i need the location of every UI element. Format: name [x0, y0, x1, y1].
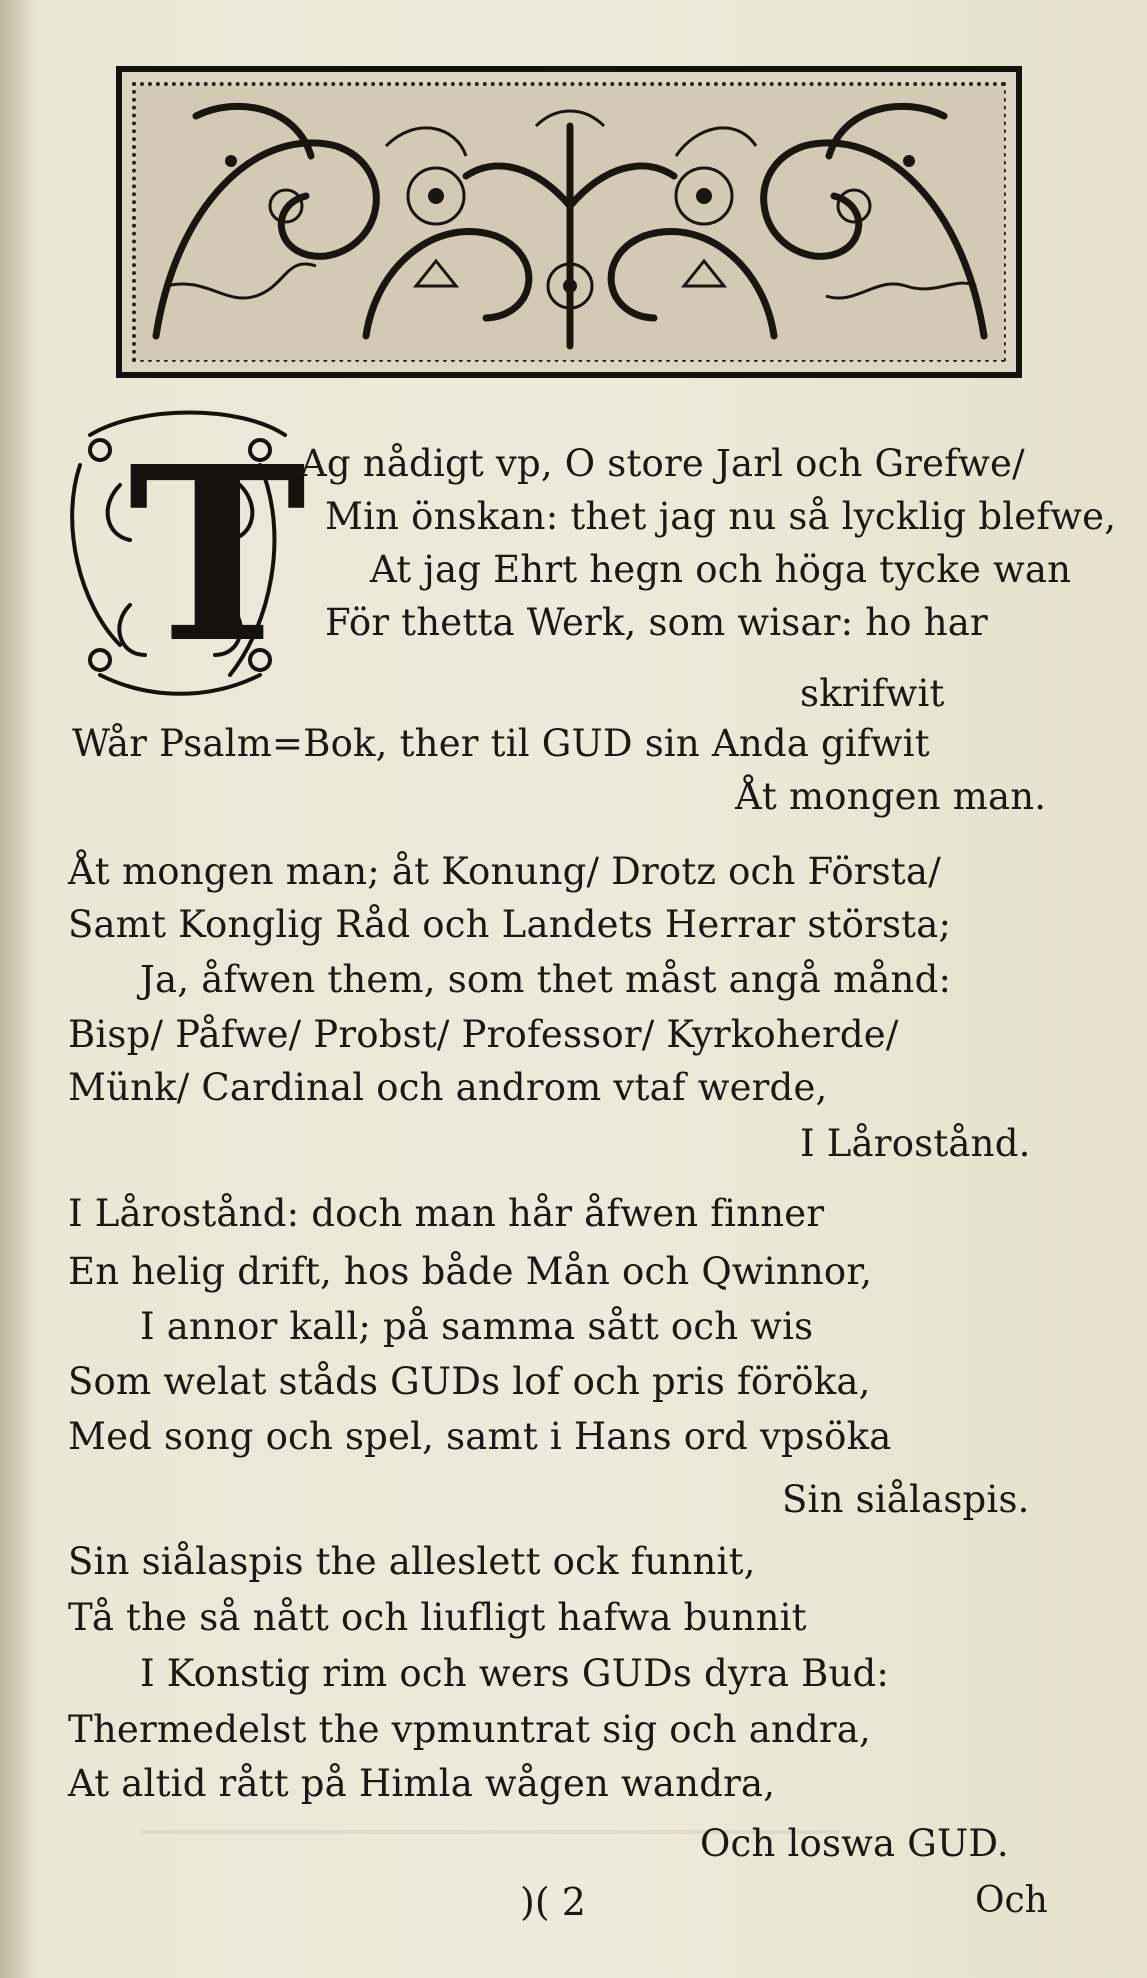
- poem-line: En helig drift, hos både Mån och Qwinnor,: [68, 1250, 873, 1293]
- decorated-initial: [60, 405, 307, 705]
- poem-line: För thetta Werk, som wisar: ho har: [325, 601, 988, 644]
- page-gutter: [0, 0, 34, 1978]
- poem-line: Samt Konglig Råd och Landets Herrar största;: [68, 903, 952, 946]
- poem-line: Sin siålaspis.: [782, 1478, 1030, 1521]
- decorative-headpiece: [116, 66, 1022, 378]
- floral-ornament: [136, 86, 1004, 360]
- initial-letter: T: [128, 414, 307, 696]
- poem-line: Åt mongen man.: [735, 775, 1047, 818]
- poem-line: Ja, åfwen them, som thet måst angå månd:: [140, 958, 952, 1001]
- catchword: Och: [975, 1880, 1048, 1921]
- poem-line: Som welat ståds GUDs lof och pris föröka,: [68, 1360, 871, 1403]
- poem-line: Åt mongen man; åt Konung/ Drotz och Första/: [68, 850, 941, 893]
- poem-line: At jag Ehrt hegn och höga tycke wan: [370, 548, 1072, 591]
- poem-line: Bisp/ Påfwe/ Probst/ Professor/ Kyrkoherde/: [68, 1013, 899, 1056]
- poem-line: Tå the så nått och liufligt hafwa bunnit: [68, 1596, 807, 1639]
- poem-line: I Lårostånd.: [800, 1122, 1031, 1165]
- poem-line: I Lårostånd: doch man hår åfwen finner: [68, 1192, 825, 1235]
- poem-line: Münk/ Cardinal och androm vtaf werde,: [68, 1066, 828, 1109]
- poem-line: Min önskan: thet jag nu så lycklig blefwe,: [325, 495, 1117, 538]
- poem-line: skrifwit: [800, 672, 945, 715]
- poem-line: I annor kall; på samma sått och wis: [140, 1305, 814, 1348]
- poem-line: Och loswa GUD.: [700, 1822, 1009, 1865]
- poem-line: Ag nådigt vp, O store Jarl och Grefwe/: [300, 442, 1025, 485]
- signature-mark: )( 2: [520, 1880, 586, 1924]
- poem-line: Wår Psalm=Bok, ther til GUD sin Anda gifwit: [72, 722, 930, 765]
- poem-line: Med song och spel, samt i Hans ord vpsöka: [68, 1415, 892, 1458]
- poem-line: Thermedelst the vpmuntrat sig och andra,: [68, 1708, 871, 1751]
- poem-line: At altid rått på Himla wågen wandra,: [68, 1762, 776, 1805]
- poem-line: I Konstig rim och wers GUDs dyra Bud:: [140, 1652, 890, 1695]
- poem-line: Sin siålaspis the alleslett ock funnit,: [68, 1540, 756, 1583]
